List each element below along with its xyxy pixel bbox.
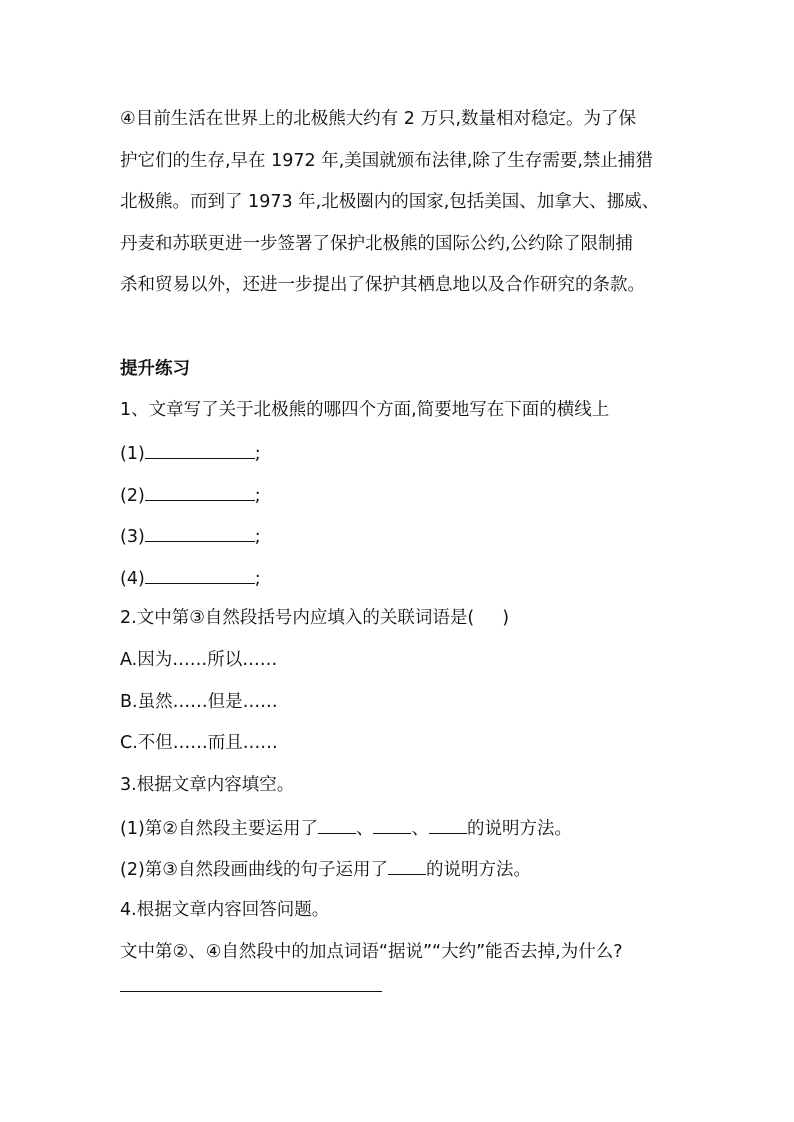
question-2-text [120, 606, 509, 630]
question-1-text: 1、文章写了关于北极熊的哪四个方面,简要地写在下面的横线上 [120, 400, 610, 420]
question-2-option-a: A.因为……所以…… [120, 650, 278, 670]
passage-line-4: 丹麦和苏联更进一步签署了保护北极熊的国际公约,公约除了限制捕 [120, 234, 634, 254]
answer-blank[interactable] [388, 856, 426, 875]
question-4-text: 4.根据文章内容回答问题。 [120, 900, 330, 920]
passage-line-2: 护它们的生存,早在 1972 年,美国就颁布法律,除了生存需要,禁止捕猎 [120, 151, 653, 171]
sub-1-end: 的说明方法。 [466, 819, 572, 839]
answer-blank[interactable] [373, 815, 411, 834]
item-number: (2) [120, 486, 145, 506]
answer-blank[interactable] [318, 815, 356, 834]
answer-blank[interactable] [145, 523, 255, 542]
item-number: (4) [120, 569, 145, 589]
question-3-sub-2 [120, 856, 531, 882]
question-2-option-c: C.不但……而且…… [120, 733, 278, 753]
answer-blank[interactable] [429, 815, 467, 834]
answer-blank[interactable] [145, 565, 255, 584]
question-1-item-2 [120, 482, 261, 508]
separator: 、 [411, 819, 429, 839]
item-number: (1) [120, 444, 145, 464]
passage-line-1: ④目前生活在世界上的北极熊大约有 2 万只,数量相对稳定。为了保 [120, 109, 637, 129]
question-3-sub-1 [120, 815, 572, 841]
item-end: ; [254, 444, 261, 464]
question-1-item-3 [120, 523, 261, 549]
question-2-stem: 2.文中第③自然段括号内应填入的关联词语是( [120, 608, 475, 628]
item-end: ; [254, 486, 261, 506]
question-2-close-paren: ) [502, 608, 510, 628]
sub-2-end: 的说明方法。 [425, 860, 531, 880]
sub-1-stem: (1)第②自然段主要运用了 [120, 819, 318, 839]
section-title: 提升练习 [120, 359, 190, 379]
passage-line-3: 北极熊。而到了 1973 年,北极圈内的国家,包括美国、加拿大、挪威、 [120, 192, 660, 212]
item-end: ; [254, 527, 261, 547]
item-number: (3) [120, 527, 145, 547]
answer-blank[interactable] [145, 482, 255, 501]
question-3-text: 3.根据文章内容填空。 [120, 775, 295, 795]
separator: 、 [355, 819, 374, 839]
question-1-item-4 [120, 565, 261, 591]
sub-2-stem: (2)第③自然段画曲线的句子运用了 [120, 860, 388, 880]
question-4-question: 文中第②、④自然段中的加点词语“据说”“大约”能否去掉,为什么? [120, 942, 623, 962]
question-2-option-b: B.虽然……但是…… [120, 692, 278, 712]
item-end: ; [254, 569, 261, 589]
question-1-item-1 [120, 440, 261, 466]
answer-blank[interactable] [145, 440, 255, 459]
passage-line-5: 杀和贸易以外，还进一步提出了保护其栖息地以及合作研究的条款。 [120, 275, 645, 295]
answer-line[interactable] [120, 991, 382, 992]
